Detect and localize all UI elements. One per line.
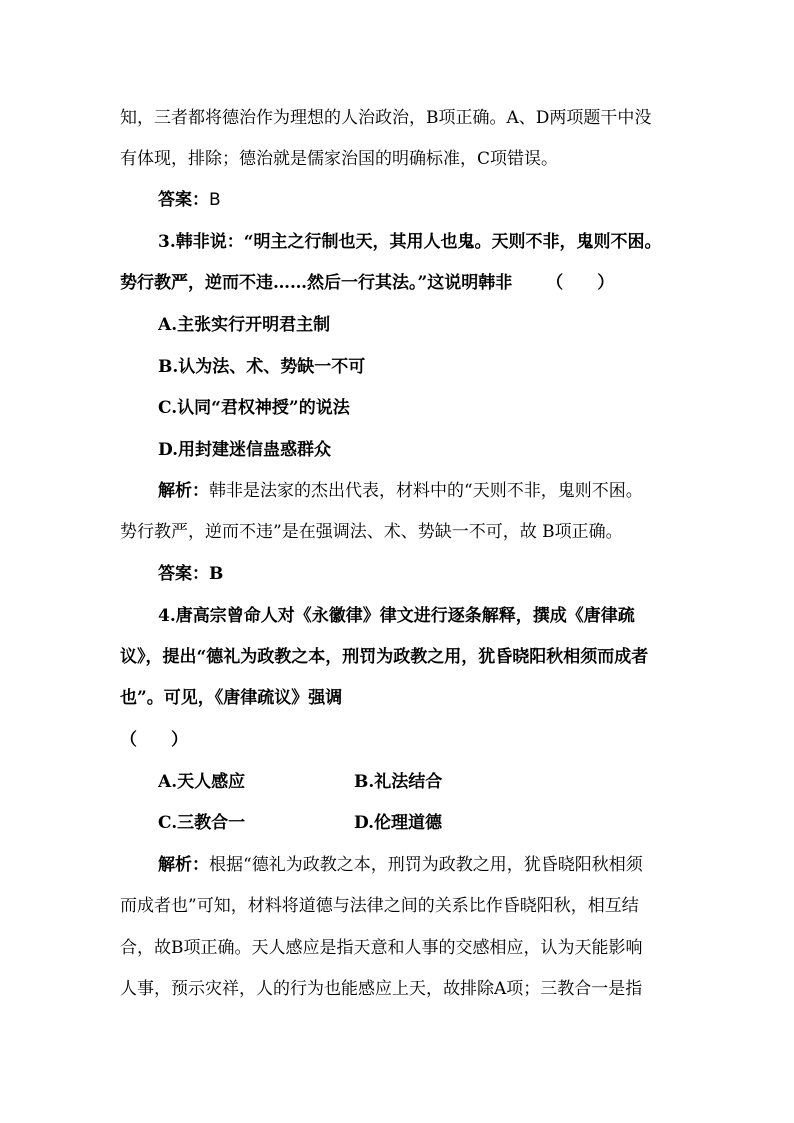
q4-option-c: C.三教合一: [158, 813, 246, 833]
q3-analysis-line-2: 势行教严，逆而不违”是在强调法、术、势缺一不可，故 B项正确。: [120, 522, 623, 542]
q3-option-b: B.认为法、术、势缺一不可: [158, 357, 366, 377]
q3-stem-line-1: 3.韩非说：“明主之行制也天，其用人也鬼。天则不非，鬼则不困。: [158, 232, 662, 252]
prev-analysis-line-1: 知，三者都将德治作为理想的人治政治，B项正确。A、D两项题干中没: [120, 108, 652, 128]
q4-analysis-line-3: 合，故B项正确。天人感应是指天意和人事的交感相应，认为天能影响: [120, 938, 643, 958]
q4-analysis-label: 解析：: [158, 855, 209, 875]
q4-options-row-1: [158, 772, 718, 792]
q4-stem-line-2: 议》，提出“德礼为政教之本，刑罚为政教之用，犹昏晓阳秋相须而成者: [120, 647, 649, 667]
prev-answer-label: 答案：: [158, 190, 209, 210]
q4-stem-line-1: 4.唐高宗曾命人对《永徽律》律文进行逐条解释，撰成《唐律疏: [158, 606, 635, 626]
q3-stem-text: 势行教严，逆而不违……然后一行其法。”这说明韩非: [120, 273, 513, 293]
q4-option-d: D.伦理道德: [354, 813, 443, 833]
q4-option-b: B.礼法结合: [354, 772, 443, 792]
q3-stem-line-2: [120, 273, 680, 293]
q4-answer-blank: （ ）: [120, 730, 188, 750]
q4-analysis-text-1: 根据“德礼为政教之本，刑罚为政教之用，犹昏晓阳秋相须: [209, 855, 643, 875]
q4-analysis-line-2: 而成者也”可知，材料将道德与法律之间的关系比作昏晓阳秋，相互结: [120, 896, 639, 916]
q3-answer: [158, 564, 718, 584]
prev-answer-value: B: [209, 190, 221, 210]
q3-analysis-line-1: [158, 481, 718, 501]
prev-answer: [158, 190, 718, 210]
q4-stem-line-3: 也”。可见，《唐律疏议》强调: [120, 688, 343, 708]
q3-answer-blank: （ ）: [546, 273, 615, 293]
q3-analysis-label: 解析：: [158, 481, 209, 501]
q3-answer-value: B: [209, 564, 224, 584]
prev-analysis-line-2: 有体现，排除；德治就是儒家治国的明确标准，C项错误。: [120, 149, 559, 169]
q3-answer-label: 答案：: [158, 564, 209, 584]
q3-option-c: C.认同“君权神授”的说法: [158, 398, 350, 418]
q4-analysis-line-1: [158, 855, 718, 875]
q3-option-d: D.用封建迷信蛊惑群众: [158, 440, 332, 460]
q4-options-row-2: [158, 813, 718, 833]
q4-analysis-line-4: 人事，预示灾祥，人的行为也能感应上天，故排除A项；三教合一是指: [120, 979, 643, 999]
q3-option-a: A.主张实行开明君主制: [158, 315, 331, 335]
q4-option-a: A.天人感应: [158, 772, 246, 792]
q3-analysis-text-1: 韩非是法家的杰出代表，材料中的“天则不非，鬼则不困。: [209, 481, 643, 501]
